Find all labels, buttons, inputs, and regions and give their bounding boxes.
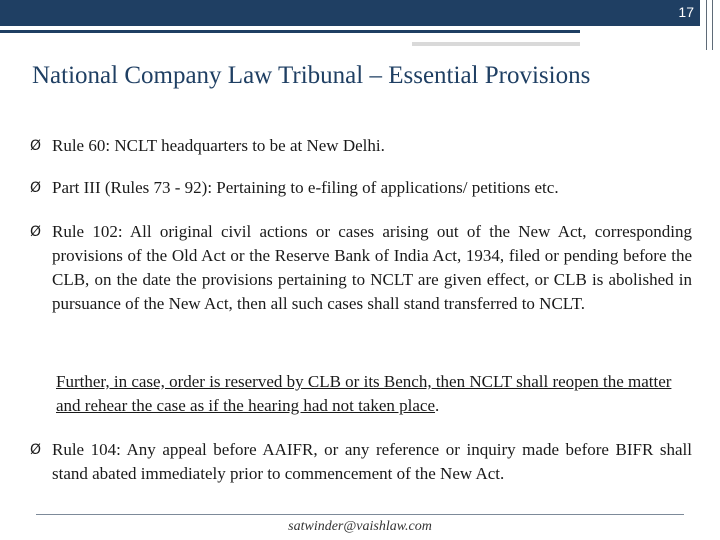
note-underlined-text: Further, in case, order is reserved by CLB or its Bench, then NCLT shall reopen the matter and rehear the case as if the hearing had not taken place xyxy=(56,372,672,415)
bullet-item xyxy=(30,134,692,158)
header-bar xyxy=(0,0,700,26)
arrow-bullet-icon: Ø xyxy=(30,442,42,458)
bullet-text: Part III (Rules 73 - 92): Pertaining to e-filing of applications/ petitions etc. xyxy=(52,178,559,197)
arrow-bullet-icon: Ø xyxy=(30,224,42,240)
bullet-item xyxy=(30,438,692,486)
header-divider xyxy=(712,0,713,50)
header-underline xyxy=(0,30,580,33)
footer-divider xyxy=(36,514,684,515)
note-tail: . xyxy=(435,396,440,415)
header-divider xyxy=(706,0,707,50)
bullet-item xyxy=(30,176,692,200)
slide-title: National Company Law Tribunal – Essential Provisions xyxy=(32,62,591,89)
bullet-item xyxy=(30,220,692,316)
arrow-bullet-icon: Ø xyxy=(30,180,42,196)
page-number: 17 xyxy=(678,4,694,20)
header-accent xyxy=(412,42,580,46)
note-paragraph xyxy=(56,370,676,418)
bullet-text: Rule 104: Any appeal before AAIFR, or any reference or inquiry made before BIFR shall stand abated immediately prior to commencement of the New Act. xyxy=(52,440,692,483)
footer-email: satwinder@vaishlaw.com xyxy=(288,519,432,534)
arrow-bullet-icon: Ø xyxy=(30,138,42,154)
bullet-text: Rule 102: All original civil actions or cases arising out of the New Act, corresponding provisions of the Old Act or the Reserve Bank of India Act, 1934, filed or pending before the CLB, on the date the provisions pertaining to NCLT are given effect, or CLB is abolished in pursuance of the New Act, then all such cases shall stand transferred to NCLT. xyxy=(52,222,692,313)
bullet-text: Rule 60: NCLT headquarters to be at New Delhi. xyxy=(52,136,385,155)
